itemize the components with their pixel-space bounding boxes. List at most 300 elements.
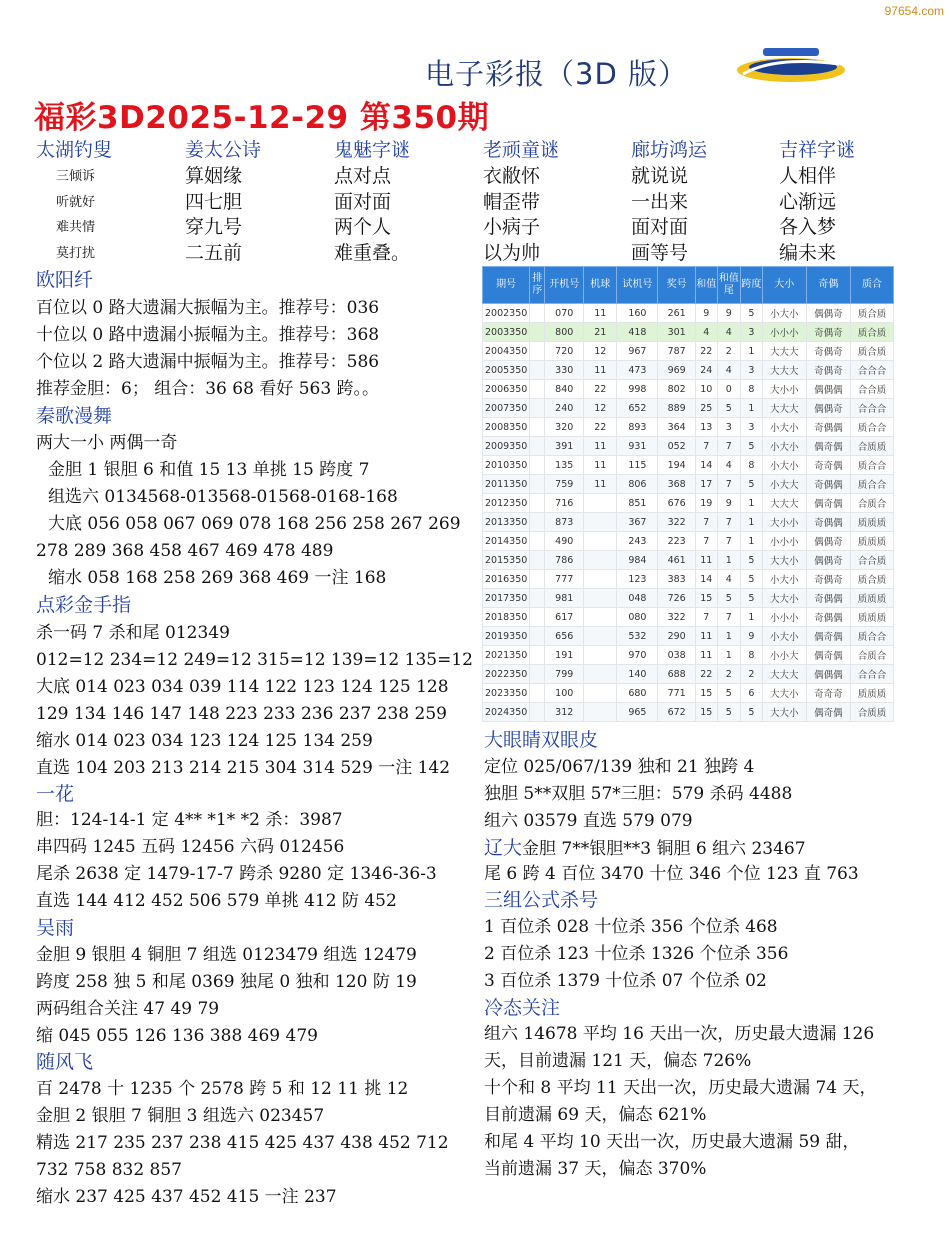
table-cell: 2 (741, 665, 763, 684)
table-cell: 10 (695, 380, 717, 399)
table-cell: 726 (658, 589, 696, 608)
table-cell: 质合合 (850, 627, 893, 646)
table-cell: 15 (695, 684, 717, 703)
riddle-author: 太湖钓叟 (36, 139, 113, 161)
table-cell: 2017350 (483, 589, 530, 608)
table-row (483, 380, 894, 399)
section-line: 杀一码 7 杀和尾 012349 (36, 623, 230, 643)
table-cell: 2016350 (483, 570, 530, 589)
table-cell: 2019350 (483, 627, 530, 646)
table-cell (584, 646, 617, 665)
table-cell: 2007350 (483, 399, 530, 418)
section-body (484, 914, 788, 995)
table-cell: 5 (741, 703, 763, 722)
table-cell: 11 (695, 627, 717, 646)
table-cell: 1 (741, 513, 763, 532)
riddle-line: 三倾诉 (56, 169, 96, 184)
table-row (483, 304, 894, 323)
riddle-column (36, 136, 184, 266)
section-title (484, 888, 598, 913)
section-title-text: 大眼睛双眼皮 (484, 729, 599, 751)
table-cell: 2012350 (483, 494, 530, 513)
table-cell (530, 646, 545, 665)
table-cell: 7 (695, 532, 717, 551)
table-cell (530, 494, 545, 513)
section-line: 组选六 0134568-013568-01568-0168-168 (48, 487, 398, 507)
table-cell: 质质质 (850, 532, 893, 551)
section-title: 欧阳纤 (36, 269, 94, 291)
table-cell: 490 (545, 532, 584, 551)
table-cell: 2018350 (483, 608, 530, 627)
table-cell: 5 (717, 399, 741, 418)
table-cell (584, 665, 617, 684)
table-cell: 8 (741, 646, 763, 665)
table-cell: 4 (695, 323, 717, 342)
table-cell (530, 456, 545, 475)
table-cell: 2002350 (483, 304, 530, 323)
table-cell: 2008350 (483, 418, 530, 437)
riddle-line: 莫打扰 (56, 245, 96, 261)
table-cell (584, 608, 617, 627)
table-cell: 656 (545, 627, 584, 646)
table-header-cell: 奇偶 (806, 267, 850, 304)
section-body (36, 430, 461, 592)
table-cell: 奇偶偶 (806, 589, 850, 608)
table-cell (530, 475, 545, 494)
table-cell: 11 (695, 551, 717, 570)
riddle-author: 老顽童谜 (483, 139, 560, 161)
table-cell: 6 (741, 684, 763, 703)
table-cell: 偶奇偶 (806, 703, 850, 722)
table-cell: 364 (658, 418, 696, 437)
table-cell: 质合合 (850, 418, 893, 437)
table-cell (530, 513, 545, 532)
table-cell: 大大大 (762, 399, 806, 418)
table-cell: 大大小 (762, 703, 806, 722)
table-cell: 052 (658, 437, 696, 456)
table-cell: 135 (545, 456, 584, 475)
table-cell: 21 (584, 323, 617, 342)
section-body (484, 754, 792, 835)
table-cell: 合合质 (850, 380, 893, 399)
table-cell: 652 (617, 399, 658, 418)
riddle-line: 衣敝怀 (483, 165, 541, 187)
riddle-column (631, 136, 779, 266)
table-cell: 2009350 (483, 437, 530, 456)
table-row (483, 342, 894, 361)
table-cell: 680 (617, 684, 658, 703)
table-cell: 7 (695, 513, 717, 532)
table-cell: 大大小 (762, 589, 806, 608)
section-line: 两大一小 两偶一奇 (36, 433, 178, 453)
table-cell: 1 (741, 532, 763, 551)
table-cell: 9 (741, 627, 763, 646)
table-cell: 偶奇偶 (806, 646, 850, 665)
table-cell (530, 361, 545, 380)
table-row (483, 513, 894, 532)
table-cell: 2005350 (483, 361, 530, 380)
section-title: 吴雨 (36, 917, 75, 939)
section-line: 独胆 5**双胆 57*三胆：579 杀码 4488 (484, 784, 793, 804)
section-line: 和尾 4 平均 10 天出一次，历史最大遗漏 59 甜， (484, 1132, 860, 1152)
table-cell: 22 (695, 342, 717, 361)
table-cell: 小大小 (762, 437, 806, 456)
section-line: 直选 104 203 213 214 215 304 314 529 一注 142 (36, 758, 451, 778)
table-cell: 2014350 (483, 532, 530, 551)
table-header-cell: 和值尾 (717, 267, 741, 304)
section-body (36, 1076, 449, 1211)
table-cell: 11 (584, 361, 617, 380)
table-cell: 5 (741, 437, 763, 456)
table-cell: 1 (717, 646, 741, 665)
table-cell: 质合合 (850, 456, 893, 475)
issue-title: 福彩3D2025-12-29 第350期 (34, 100, 490, 136)
table-cell (530, 608, 545, 627)
table-cell: 368 (658, 475, 696, 494)
table-cell (530, 304, 545, 323)
table-row (483, 323, 894, 342)
table-cell: 11 (584, 475, 617, 494)
table-cell: 质质质 (850, 589, 893, 608)
table-cell (584, 703, 617, 722)
table-cell: 473 (617, 361, 658, 380)
table-header-cell: 期号 (483, 267, 530, 304)
section-line: 直选 144 412 452 506 579 单挑 412 防 452 (36, 891, 397, 911)
section-line: 组六 03579 直选 579 079 (484, 811, 693, 831)
table-cell: 7 (695, 608, 717, 627)
section-line: 缩 045 055 126 136 388 469 479 (36, 1026, 318, 1046)
table-cell: 偶偶奇 (806, 532, 850, 551)
riddle-line: 点对点 (334, 165, 392, 187)
section-line: 732 758 832 857 (36, 1160, 183, 1180)
table-header-cell: 排序 (530, 267, 545, 304)
riddle-author: 鬼魅字谜 (334, 139, 411, 161)
table-cell: 质质质 (850, 608, 893, 627)
section-line: 278 289 368 458 467 469 478 489 (36, 541, 334, 561)
table-cell: 3 (741, 361, 763, 380)
section-title-text: 冷态关注 (484, 997, 561, 1019)
table-cell: 小大小 (762, 627, 806, 646)
table-cell: 123 (617, 570, 658, 589)
table-cell: 5 (717, 703, 741, 722)
table-cell: 240 (545, 399, 584, 418)
table-cell: 672 (658, 703, 696, 722)
table-header-cell: 奖号 (658, 267, 696, 304)
table-cell: 2010350 (483, 456, 530, 475)
table-cell: 15 (695, 703, 717, 722)
section-line: 1 百位杀 028 十位杀 356 个位杀 468 (484, 917, 778, 937)
riddle-line: 各入梦 (779, 216, 837, 238)
table-cell: 1 (741, 608, 763, 627)
table-cell: 720 (545, 342, 584, 361)
riddle-line: 难共情 (56, 220, 96, 235)
table-row (483, 399, 894, 418)
table-cell: 偶偶偶 (806, 380, 850, 399)
table-cell: 2022350 (483, 665, 530, 684)
section-line: 缩水 058 168 258 269 368 469 一注 168 (48, 568, 387, 588)
table-cell: 243 (617, 532, 658, 551)
section-line: 定位 025/067/139 独和 21 独跨 4 (484, 757, 755, 777)
masthead-logo-icon (735, 40, 847, 88)
table-cell: 851 (617, 494, 658, 513)
table-cell: 3 (741, 418, 763, 437)
riddle-line: 算姻缘 (185, 165, 243, 187)
section-title (484, 996, 560, 1021)
table-cell: 2 (717, 665, 741, 684)
table-row (483, 532, 894, 551)
riddle-line: 以为帅 (483, 241, 541, 264)
table-cell: 5 (741, 570, 763, 589)
table-cell: 质合质 (850, 304, 893, 323)
table-cell: 质合质 (850, 323, 893, 342)
table-cell: 391 (545, 437, 584, 456)
table-row (483, 570, 894, 589)
table-cell: 2024350 (483, 703, 530, 722)
section-line: 串四码 1245 五码 12456 六码 012456 (36, 837, 345, 857)
table-cell: 偶偶偶 (806, 665, 850, 684)
section-body (484, 1021, 877, 1183)
table-cell: 9 (717, 304, 741, 323)
section-line: 个位以 2 路大遗漏中振幅为主。推荐号：586 (36, 352, 380, 372)
table-cell: 7 (717, 532, 741, 551)
table-cell (584, 551, 617, 570)
table-cell: 偶偶奇 (806, 304, 850, 323)
table-cell: 617 (545, 608, 584, 627)
table-cell: 22 (695, 665, 717, 684)
table-cell: 大大大 (762, 494, 806, 513)
table-cell: 7 (695, 437, 717, 456)
section-title: 秦歌漫舞 (36, 405, 113, 427)
section-line: 金胆 1 银胆 6 和值 15 13 单挑 15 跨度 7 (48, 460, 370, 480)
table-cell: 4 (717, 361, 741, 380)
table-cell: 奇偶偶 (806, 608, 850, 627)
section-line: 跨度 258 独 5 和尾 0369 独尾 0 独和 120 防 19 (36, 972, 417, 992)
table-cell: 合合合 (850, 399, 893, 418)
table-row (483, 361, 894, 380)
table-cell: 2013350 (483, 513, 530, 532)
table-cell: 367 (617, 513, 658, 532)
table-cell: 1 (741, 494, 763, 513)
table-cell: 802 (658, 380, 696, 399)
riddle-column (334, 136, 482, 266)
section-line: 十位以 0 路中遗漏小振幅为主。推荐号：368 (36, 325, 380, 345)
table-cell (530, 551, 545, 570)
table-cell (530, 418, 545, 437)
table-cell: 5 (741, 475, 763, 494)
table-cell (530, 703, 545, 722)
table-cell: 奇偶奇 (806, 361, 850, 380)
section-title (484, 836, 806, 861)
table-cell: 大大小 (762, 684, 806, 703)
section-line: 两码组合关注 47 49 79 (36, 999, 220, 1019)
table-cell: 038 (658, 646, 696, 665)
section-line: 组六 14678 平均 16 天出一次，历史最大遗漏 126 (484, 1024, 875, 1044)
table-cell: 偶奇偶 (806, 494, 850, 513)
riddle-column (779, 136, 927, 266)
table-cell: 13 (695, 418, 717, 437)
table-cell: 9 (717, 494, 741, 513)
riddle-column (483, 136, 631, 266)
table-cell: 998 (617, 380, 658, 399)
section-line: 尾杀 2638 定 1479-17-7 跨杀 9280 定 1346-36-3 (36, 864, 437, 884)
table-cell: 合质合 (850, 646, 893, 665)
riddle-line: 一出来 (631, 190, 689, 213)
section-line: 天，目前遗漏 121 天，偏态 726% (484, 1051, 752, 1071)
table-cell: 160 (617, 304, 658, 323)
table-cell: 奇偶偶 (806, 418, 850, 437)
riddle-line: 人相伴 (779, 165, 837, 187)
table-cell (530, 399, 545, 418)
table-cell: 2003350 (483, 323, 530, 342)
table-cell: 合合质 (850, 551, 893, 570)
riddle-line: 画等号 (631, 241, 689, 264)
table-cell: 418 (617, 323, 658, 342)
table-cell: 7 (717, 437, 741, 456)
table-cell: 070 (545, 304, 584, 323)
table-cell: 716 (545, 494, 584, 513)
table-cell: 大小小 (762, 380, 806, 399)
section-line: 2 百位杀 123 十位杀 1326 个位杀 356 (484, 944, 789, 964)
table-cell (530, 665, 545, 684)
table-cell: 7 (717, 608, 741, 627)
section-line: 尾 6 跨 4 百位 3470 十位 346 个位 123 直 763 (484, 864, 859, 884)
table-cell: 4 (717, 570, 741, 589)
table-cell: 981 (545, 589, 584, 608)
table-cell (530, 627, 545, 646)
table-cell: 质质质 (850, 684, 893, 703)
table-cell: 461 (658, 551, 696, 570)
table-cell: 3 (717, 418, 741, 437)
section-line: 大底 056 058 067 069 078 168 256 258 267 269 (48, 514, 461, 534)
riddle-line: 难重叠。 (334, 241, 411, 264)
table-cell: 11 (584, 456, 617, 475)
table-row (483, 589, 894, 608)
section-line: 当前遗漏 37 天，偏态 370% (484, 1159, 707, 1179)
table-cell: 194 (658, 456, 696, 475)
table-cell: 15 (695, 589, 717, 608)
table-cell: 大大大 (762, 361, 806, 380)
table-cell: 806 (617, 475, 658, 494)
table-cell: 312 (545, 703, 584, 722)
section-line: 129 134 146 147 148 223 233 236 237 238 259 (36, 704, 447, 724)
riddle-line: 二五前 (185, 241, 243, 264)
table-cell: 8 (741, 456, 763, 475)
table-cell: 800 (545, 323, 584, 342)
table-cell: 799 (545, 665, 584, 684)
table-header-cell: 跨度 (741, 267, 763, 304)
table-row (483, 475, 894, 494)
table-cell: 840 (545, 380, 584, 399)
riddle-line: 帽歪带 (483, 190, 541, 213)
table-cell: 787 (658, 342, 696, 361)
table-cell: 115 (617, 456, 658, 475)
table-cell: 合质质 (850, 437, 893, 456)
section-line: 缩水 014 023 034 123 124 125 134 259 (36, 731, 373, 751)
table-cell: 17 (695, 475, 717, 494)
table-cell: 14 (695, 456, 717, 475)
section-line: 012=12 234=12 249=12 315=12 139=12 135=12 (36, 650, 473, 670)
table-cell (584, 532, 617, 551)
table-cell: 5 (741, 589, 763, 608)
section-body (36, 295, 379, 403)
riddle-line: 就说说 (631, 165, 689, 187)
section-line: 金胆 2 银胆 7 铜胆 3 组选六 023457 (36, 1106, 325, 1126)
table-cell: 532 (617, 627, 658, 646)
table-cell: 7 (717, 513, 741, 532)
table-cell: 小小小 (762, 532, 806, 551)
site-watermark: 97654.com (884, 4, 944, 18)
table-cell (584, 684, 617, 703)
table-cell: 小大小 (762, 304, 806, 323)
table-cell: 080 (617, 608, 658, 627)
table-cell: 322 (658, 608, 696, 627)
table-cell: 12 (584, 399, 617, 418)
riddle-line: 四七胆 (185, 190, 243, 213)
table-cell: 967 (617, 342, 658, 361)
table-cell: 偶偶奇 (806, 551, 850, 570)
table-cell: 2023350 (483, 684, 530, 703)
table-cell: 676 (658, 494, 696, 513)
table-cell: 4 (717, 456, 741, 475)
table-header-cell: 大小 (762, 267, 806, 304)
table-cell: 322 (658, 513, 696, 532)
table-cell: 12 (584, 342, 617, 361)
section-title-text: 三组公式杀号 (484, 889, 599, 911)
table-cell (530, 323, 545, 342)
table-cell: 偶奇偶 (806, 627, 850, 646)
table-cell: 5 (717, 684, 741, 703)
section-body (484, 861, 859, 888)
table-cell: 5 (717, 589, 741, 608)
section-line: 百 2478 十 1235 个 2578 跨 5 和 12 11 挑 12 (36, 1079, 409, 1099)
table-cell: 小大大 (762, 475, 806, 494)
table-cell (530, 570, 545, 589)
table-cell: 969 (658, 361, 696, 380)
table-cell: 偶偶奇 (806, 399, 850, 418)
table-header-cell: 和值 (695, 267, 717, 304)
table-cell: 大小小 (762, 513, 806, 532)
table-cell: 873 (545, 513, 584, 532)
table-cell: 965 (617, 703, 658, 722)
table-cell: 383 (658, 570, 696, 589)
table-cell: 小大小 (762, 570, 806, 589)
table-row (483, 551, 894, 570)
section-line: 金胆 9 银胆 4 铜胆 7 组选 0123479 组选 12479 (36, 945, 417, 965)
table-cell: 奇奇偶 (806, 456, 850, 475)
section-title (484, 728, 598, 753)
section-line: 精选 217 235 237 238 415 425 437 438 452 712 (36, 1133, 449, 1153)
riddle-author: 廊坊鸿运 (631, 139, 708, 161)
section-line: 缩水 237 425 437 452 415 一注 237 (36, 1187, 337, 1207)
table-cell (584, 570, 617, 589)
table-cell: 893 (617, 418, 658, 437)
riddle-line: 编未来 (779, 241, 837, 264)
table-cell: 大大小 (762, 551, 806, 570)
table-cell: 786 (545, 551, 584, 570)
table-cell: 小小大 (762, 646, 806, 665)
table-cell: 11 (584, 304, 617, 323)
riddle-line: 小病子 (483, 216, 541, 238)
riddle-line: 面对面 (334, 190, 392, 213)
table-cell: 14 (695, 570, 717, 589)
riddle-line: 心渐远 (779, 190, 837, 213)
table-cell: 984 (617, 551, 658, 570)
section-body (36, 620, 473, 782)
table-header-cell: 试机号 (617, 267, 658, 304)
section-title: 点彩金手指 (36, 594, 132, 616)
riddle-line: 两个人 (334, 216, 392, 238)
table-cell: 1 (741, 399, 763, 418)
